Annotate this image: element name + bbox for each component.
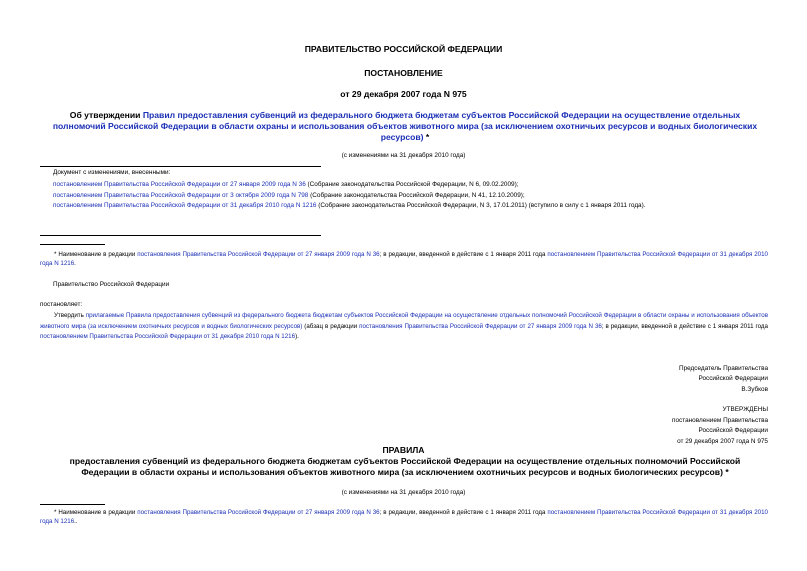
change-link[interactable]: постановлением Правительства Российской Федерации от 3 октября 2009 года N 798 bbox=[53, 192, 309, 199]
document-type: ПОСТАНОВЛЕНИЕ bbox=[364, 68, 443, 78]
approval-heading: УТВЕРЖДЕНЫ bbox=[722, 406, 768, 413]
footnote-link[interactable]: постановлением Правительства Российской Федерации от 31 декабря 2010 года N 1216 bbox=[40, 251, 768, 267]
revision-note: (с изменениями на 31 декабря 2010 года) bbox=[341, 152, 466, 159]
change-source: (Собрание законодательства Российской Федерации, N 41, 12.10.2009); bbox=[308, 192, 525, 199]
paragraph-text: Утвердить bbox=[54, 312, 86, 319]
change-item bbox=[53, 191, 773, 200]
signature-name: В.Зубков bbox=[741, 385, 768, 393]
footnote-text: * Наименование в редакции bbox=[54, 251, 138, 258]
government-line: Правительство Российской Федерации bbox=[53, 281, 170, 288]
footnote-text: . bbox=[74, 259, 76, 267]
approval-block bbox=[468, 405, 768, 447]
footnote-text: ; в редакции, введенной в действие с 1 января 2011 года bbox=[379, 509, 548, 516]
resolution-paragraph bbox=[40, 311, 768, 343]
footnote-link[interactable]: постановления Правительства Российской Федерации от 27 января 2009 года N 36 bbox=[137, 509, 380, 516]
paragraph-text: (абзац в редакции bbox=[302, 322, 360, 330]
title-prefix: Об утверждении bbox=[69, 110, 143, 120]
footnote-text: * Наименование в редакции bbox=[54, 509, 138, 516]
approval-line: Российской Федерации bbox=[698, 427, 768, 435]
footnote-divider bbox=[40, 244, 105, 245]
title-suffix: * bbox=[423, 132, 430, 143]
government-heading: ПРАВИТЕЛЬСТВО РОССИЙСКОЙ ФЕДЕРАЦИИ bbox=[304, 44, 503, 54]
approved-rules-link[interactable]: прилагаемые Правила предоставления субвенций из федерального бюджета бюджетам субъектов Российской Федерации на осуществление отдельных полномочий Российской Федерации в области охраны и использования объектов животного мира (за исключением охотничьих ресурсов и водных биологических ресурсов) bbox=[40, 312, 768, 330]
footnote-rules-title bbox=[40, 509, 768, 526]
footnote-title bbox=[40, 251, 768, 268]
signature-position: Председатель Правительства bbox=[679, 365, 768, 372]
approval-line: постановлением Правительства bbox=[672, 416, 768, 424]
change-link[interactable]: постановлением Правительства Российской Федерации от 31 декабря 2010 года N 1216 bbox=[53, 202, 317, 209]
signature-country: Российской Федерации bbox=[698, 375, 768, 383]
divider bbox=[40, 235, 321, 236]
footnote-text: ; в редакции, введенной в действие с 1 января 2011 года bbox=[379, 251, 548, 258]
document-title bbox=[50, 110, 760, 144]
paragraph-text: ; в редакции, введенной в действие с 1 января 2011 года bbox=[601, 322, 768, 330]
change-item bbox=[53, 201, 773, 210]
changes-intro: Документ с изменениями, внесенными: bbox=[53, 169, 171, 176]
footnote-divider bbox=[40, 504, 105, 505]
rules-title: предоставления субвенций из федерального бюджета бюджетам субъектов Российской Федерации на осуществление отдельных полномочий Российской Федерации в области охраны и использования объектов животного мира (за исключением охотничьих ресурсов и водных биологических ресурсов) * bbox=[69, 456, 741, 478]
footnote-link[interactable]: постановлением Правительства Российской Федерации от 31 декабря 2010 года N 1216 bbox=[40, 509, 768, 525]
resolves-line: постановляет: bbox=[40, 301, 83, 308]
document-date-number: от 29 декабря 2007 года N 975 bbox=[340, 89, 467, 99]
footnote-text: .. bbox=[74, 517, 78, 525]
title-rules-link[interactable]: Правил предоставления субвенций из федерального бюджета бюджетам субъектов Российской Федерации на осуществление отдельных полномочий Российской Федерации в области охраны и использования объектов животного мира (за исключением охотничьих ресурсов и водных биологических ресурсов) bbox=[52, 110, 758, 143]
change-source: (Собрание законодательства Российской Федерации, N 3, 17.01.2011) (вступило в силу с 1 января 2011 года). bbox=[316, 202, 646, 209]
divider bbox=[40, 166, 321, 167]
amendment-link[interactable]: постановления Правительства Российской Федерации от 27 января 2009 года N 36 bbox=[359, 322, 602, 330]
amendment-link[interactable]: постановлением Правительства Российской Федерации от 31 декабря 2010 года N 1216 bbox=[40, 333, 296, 341]
rules-revision-note: (с изменениями на 31 декабря 2010 года) bbox=[341, 489, 466, 496]
rules-heading: ПРАВИЛА bbox=[382, 445, 425, 455]
change-link[interactable]: постановлением Правительства Российской Федерации от 27 января 2009 года N 36 bbox=[53, 181, 306, 188]
signature-block bbox=[468, 364, 768, 395]
footnote-link[interactable]: постановления Правительства Российской Федерации от 27 января 2009 года N 36 bbox=[137, 251, 380, 258]
approval-line: от 29 декабря 2007 года N 975 bbox=[677, 437, 768, 445]
change-source: (Собрание законодательства Российской Федерации, N 6, 09.02.2009); bbox=[305, 181, 519, 188]
paragraph-text: ). bbox=[295, 333, 299, 341]
change-item bbox=[53, 180, 773, 189]
